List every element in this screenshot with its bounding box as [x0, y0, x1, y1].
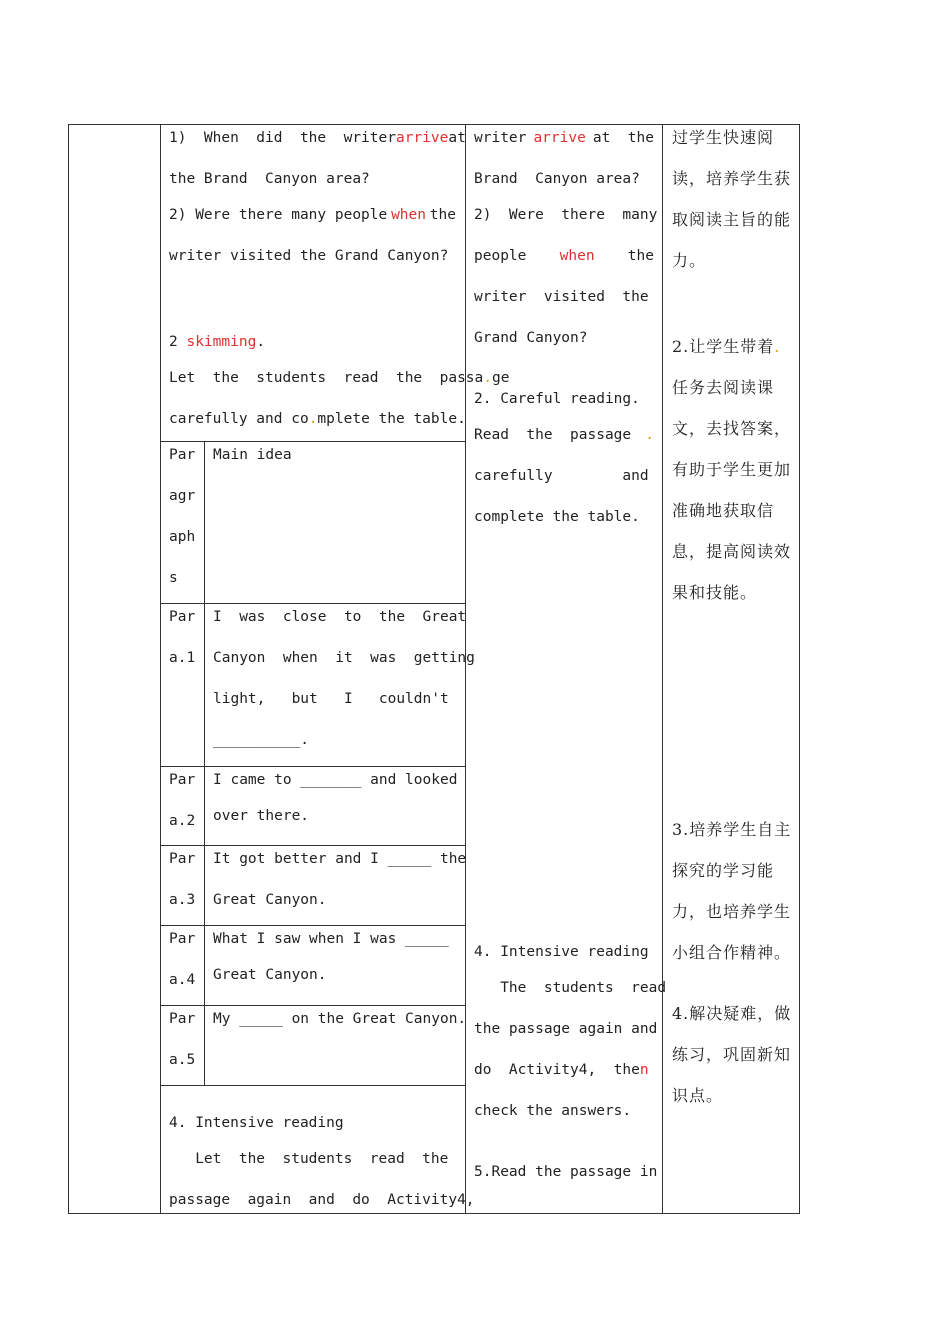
paragraphs-header: agr	[169, 488, 196, 504]
inner-table-line	[160, 1085, 466, 1086]
row-main-idea: Great Canyon.	[213, 967, 327, 983]
purpose-text: 识点。	[672, 1086, 724, 1105]
question-2-line	[169, 195, 456, 236]
row-main-idea: My _____ on the Great Canyon.	[213, 1011, 467, 1027]
intensive-reading-text: do Activity4, then	[474, 1062, 649, 1078]
inner-table-line	[160, 441, 466, 442]
row-para-label: Par	[169, 931, 196, 947]
row-para-label: Par	[169, 772, 196, 788]
purpose-text: 力。	[672, 251, 707, 270]
paragraphs-header: s	[169, 570, 178, 586]
purpose-text: 息，提高阅读效	[672, 542, 792, 561]
keyword-arrive: arrive	[533, 130, 586, 146]
student-question-line: writer arrive at the	[474, 118, 654, 159]
step-4-heading: 4. Intensive reading	[169, 1115, 344, 1131]
question-1-line	[169, 118, 466, 159]
purpose-text: 读，培养学生获	[672, 169, 792, 188]
question-text: at	[448, 130, 466, 146]
purpose-text: 探究的学习能	[672, 861, 775, 880]
question-2-end: writer visited the Grand Canyon?	[169, 248, 449, 264]
row-main-idea: I was close to the Great	[213, 609, 467, 625]
step-2-instruction: carefully and co.mplete the table.	[169, 411, 466, 427]
row-para-label: a.1	[169, 650, 196, 666]
main-idea-header: Main idea	[213, 447, 292, 463]
question-text: 1) When did the writer	[169, 130, 396, 146]
purpose-text: 过学生快速阅	[672, 128, 775, 147]
read-passage-text: 5.Read the passage in	[474, 1164, 658, 1180]
paragraphs-header: Par	[169, 447, 196, 463]
purpose-text: 文，去找答案，	[672, 419, 792, 438]
column-divider	[662, 124, 663, 1214]
purpose-text: 3.培养学生自主	[672, 820, 792, 839]
step-4-instruction: passage again and do Activity4,	[169, 1192, 475, 1208]
intensive-reading-heading: 4. Intensive reading	[474, 944, 649, 960]
step-2-heading: 2 skimming.	[169, 334, 266, 350]
student-question-line: writer visited the	[474, 289, 649, 305]
intensive-reading-text: check the answers.	[474, 1103, 632, 1119]
purpose-text: 2.让学生带着.	[672, 337, 781, 356]
inner-table-divider	[204, 441, 205, 1086]
row-para-label: a.2	[169, 813, 196, 829]
careful-reading-text: Read the passage .	[474, 427, 654, 443]
row-main-idea: It got better and I _____ the	[213, 851, 467, 867]
purpose-text: 任务去阅读课	[672, 378, 775, 397]
row-para-label: a.3	[169, 892, 196, 908]
student-question-line: Brand Canyon area?	[474, 171, 640, 187]
careful-reading-text: complete the table.	[474, 509, 640, 525]
row-main-idea: __________.	[213, 732, 310, 748]
purpose-text: 练习，巩固新知	[672, 1045, 792, 1064]
keyword-skimming: skimming	[186, 334, 257, 350]
row-main-idea: I came to _______ and looked	[213, 772, 458, 788]
student-question-line: people when the	[474, 236, 654, 277]
purpose-text: 准确地获取信	[672, 501, 775, 520]
purpose-text: 力，也培养学生	[672, 902, 792, 921]
purpose-text: 4.解决疑难，做	[672, 1004, 792, 1023]
row-main-idea: What I saw when I was _____	[213, 931, 449, 947]
row-para-label: a.4	[169, 972, 196, 988]
keyword-when: when	[391, 207, 426, 223]
purpose-text: 果和技能。	[672, 583, 758, 602]
row-para-label: Par	[169, 609, 196, 625]
keyword-arrive: arrive	[395, 130, 449, 146]
row-main-idea: over there.	[213, 808, 310, 824]
row-main-idea: Canyon when it was getting	[213, 650, 475, 666]
row-main-idea: light, but I couldn't	[213, 691, 449, 707]
step-2-instruction: Let the students read the passa.ge	[169, 370, 510, 386]
intensive-reading-text: The students read	[474, 980, 667, 996]
step-4-instruction: Let the students read the	[169, 1151, 449, 1167]
purpose-text: 有助于学生更加	[672, 460, 792, 479]
column-divider	[160, 124, 161, 1214]
keyword-when: when	[559, 248, 595, 264]
purpose-text: 取阅读主旨的能	[672, 210, 792, 229]
student-question-line: 2) Were there many	[474, 207, 658, 223]
question-1-end: the Brand Canyon area?	[169, 171, 370, 187]
row-para-label: Par	[169, 851, 196, 867]
intensive-reading-text: the passage again and	[474, 1021, 658, 1037]
paragraphs-header: aph	[169, 529, 196, 545]
row-main-idea: Great Canyon.	[213, 892, 327, 908]
row-para-label: Par	[169, 1011, 196, 1027]
careful-reading-text: carefully and	[474, 468, 649, 484]
careful-reading-heading: 2. Careful reading.	[474, 391, 640, 407]
question-text: the	[429, 207, 456, 223]
purpose-text: 小组合作精神。	[672, 943, 792, 962]
student-question-line: Grand Canyon?	[474, 330, 588, 346]
row-para-label: a.5	[169, 1052, 196, 1068]
question-text: 2) Were there many people	[169, 207, 388, 223]
